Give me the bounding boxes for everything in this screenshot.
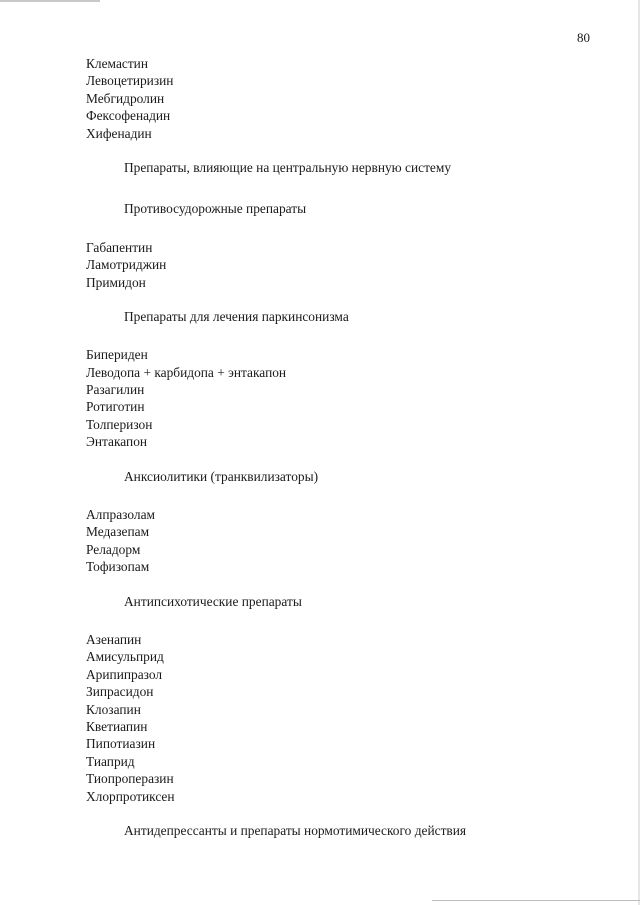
anticonvulsant-list <box>86 239 606 291</box>
list-item: Габапентин <box>86 239 153 255</box>
list-item: Алпразолам <box>86 507 155 523</box>
list-item: Энтакапон <box>86 434 148 450</box>
section-heading-anticonvulsants: Противосудорожные препараты <box>124 201 307 217</box>
section-heading-anxiolytics: Анксиолитики (транквилизаторы) <box>124 468 319 484</box>
scan-edge-mark-top <box>0 0 100 2</box>
list-item: Амисульприд <box>86 649 164 665</box>
list-item: Ротиготин <box>86 399 145 415</box>
list-item: Азенапин <box>86 631 142 647</box>
list-item: Толперизон <box>86 416 153 432</box>
list-item: Зипрасидон <box>86 684 154 700</box>
list-item: Разагилин <box>86 382 145 398</box>
list-item: Леводопа + карбидопа + энтакапон <box>86 364 287 380</box>
list-item: Медазепам <box>86 524 150 540</box>
section-heading-cns: Препараты, влияющие на центральную нервную систему <box>124 159 452 175</box>
antipsychotic-list <box>86 631 606 805</box>
document-body <box>86 55 606 839</box>
list-item: Хифенадин <box>86 125 152 141</box>
list-item: Тофизопам <box>86 559 150 575</box>
list-item: Клемастин <box>86 56 149 71</box>
list-item: Тиопроперазин <box>86 771 174 787</box>
list-item: Ламотриджин <box>86 257 167 273</box>
antihistamine-list <box>86 55 606 142</box>
list-item: Мебгидролин <box>86 90 165 106</box>
section-heading-antidepressants: Антидепрессанты и препараты нормотимического действия <box>124 822 467 838</box>
list-item: Бипериден <box>86 347 148 363</box>
anxiolytic-list <box>86 506 606 576</box>
section-heading-parkinson: Препараты для лечения паркинсонизма <box>124 308 349 324</box>
list-item: Реладорм <box>86 541 141 557</box>
list-item: Тиаприд <box>86 753 135 769</box>
scan-edge-mark-bottom <box>432 900 640 901</box>
list-item: Клозапин <box>86 701 141 717</box>
list-item: Примидон <box>86 274 146 290</box>
list-item: Арипипразол <box>86 666 163 682</box>
list-item: Пипотиазин <box>86 736 156 752</box>
list-item: Фексофенадин <box>86 108 171 124</box>
parkinson-list <box>86 346 606 450</box>
list-item: Кветиапин <box>86 718 148 734</box>
list-item: Левоцетиризин <box>86 73 174 89</box>
section-heading-antipsychotics: Антипсихотические препараты <box>124 593 302 609</box>
page-number: 80 <box>577 30 590 45</box>
list-item: Хлорпротиксен <box>86 788 175 804</box>
